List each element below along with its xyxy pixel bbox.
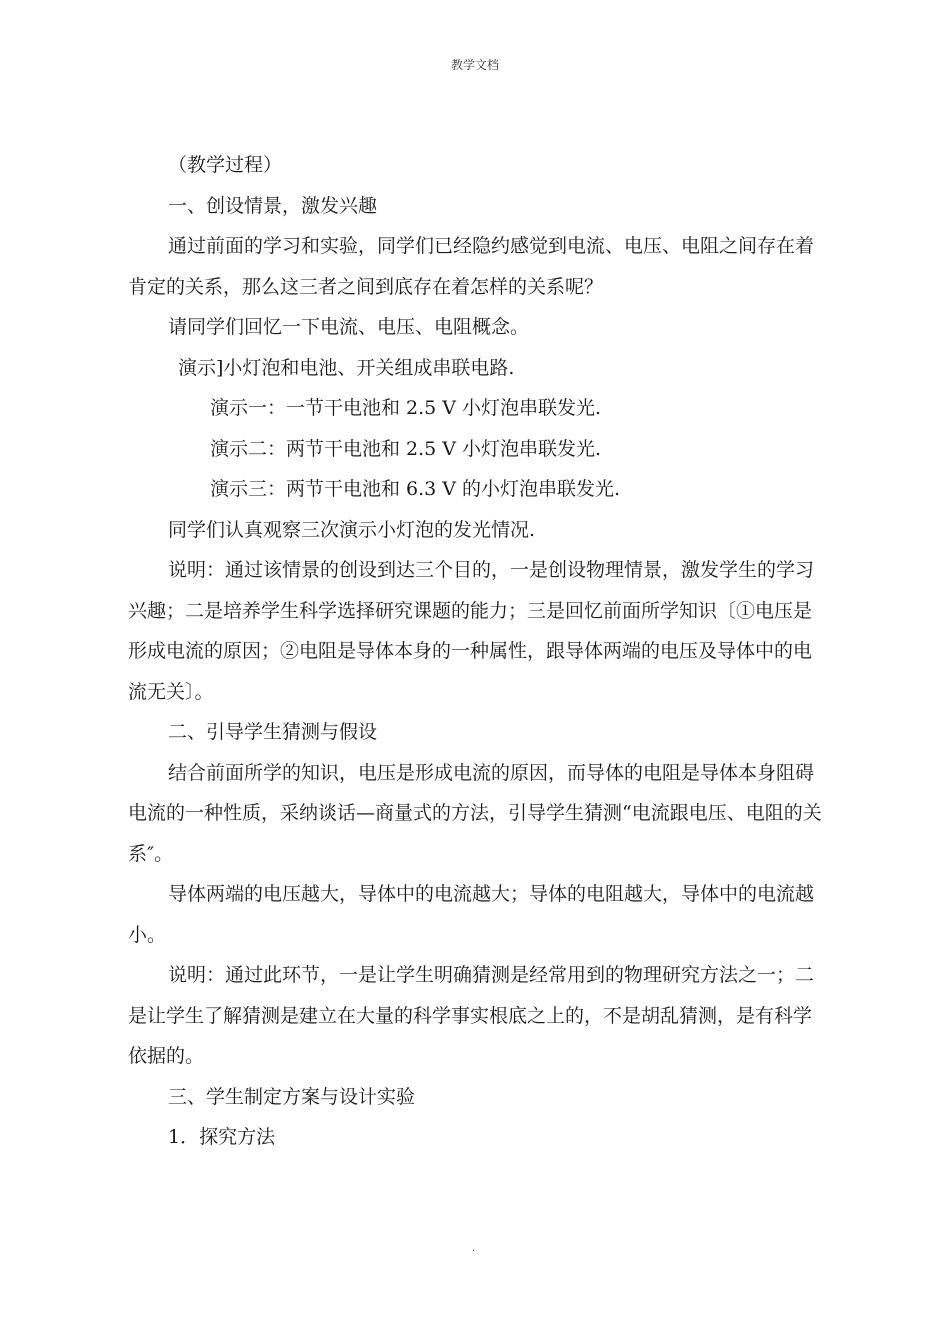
page-header: 教学文档	[450, 58, 499, 72]
paragraph-combine: 结合前面所学的知识，电压是形成电流的原因，而导体的电阻是导体本身阻碍电流的一种性质，采纳谈话—商量式的方法，引导学生猜测“电流跟电压、电阻的关系″。	[128, 761, 822, 865]
section-heading-1: 一、创设情景，激发兴趣	[168, 194, 378, 217]
section-heading-process: （教学过程）	[168, 154, 283, 176]
section-heading-3: 三、学生制定方案与设计实验	[168, 1085, 416, 1108]
page-footer-mark: .	[472, 1243, 476, 1254]
document-body	[128, 145, 828, 1158]
paragraph-demo-1: 演示一：一节干电池和 2.5 V 小灯泡串联发光.	[210, 397, 602, 419]
paragraph-recall: 请同学们回忆一下电流、电压、电阻概念。	[168, 316, 530, 338]
paragraph-observe: 同学们认真观察三次演示小灯泡的发光情况.	[168, 518, 536, 541]
paragraph-demo-2: 演示二：两节干电池和 2.5 V 小灯泡串联发光.	[210, 437, 602, 460]
paragraph-demo-3: 演示三：两节干电池和 6.3 V 的小灯泡串联发光.	[210, 478, 621, 500]
subsection-heading-method: 1．探究方法	[168, 1126, 276, 1148]
paragraph-intro: 通过前面的学习和实验，同学们已经隐约感觉到电流、电压、电阻之间存在着肯定的关系，那么这三者之间到底存在着怎样的关系呢？	[128, 235, 815, 298]
section-heading-2: 二、引导学生猜测与假设	[168, 721, 378, 743]
paragraph-hypothesis: 导体两端的电压越大，导体中的电流越大；导体的电阻越大，导体中的电流越小。	[128, 883, 815, 946]
paragraph-explanation-2: 说明：通过此环节，一是让学生明确猜测是经常用到的物理研究方法之一；二是让学生了解猜测是建立在大量的科学事实根底之上的，不是胡乱猜测，是有科学依据的。	[128, 964, 815, 1067]
paragraph-explanation-1: 说明：通过该情景的创设到达三个目的，一是创设物理情景，激发学生的学习兴趣；二是培养学生科学选择研究课题的能力；三是回忆前面所学知识〔①电压是形成电流的原因；②电阻是导体本身的一种属性，跟导体两端的电压及导体中的电流无关〕。	[128, 559, 815, 703]
paragraph-demo: 演示]小灯泡和电池、开关组成串联电路.	[178, 356, 515, 379]
